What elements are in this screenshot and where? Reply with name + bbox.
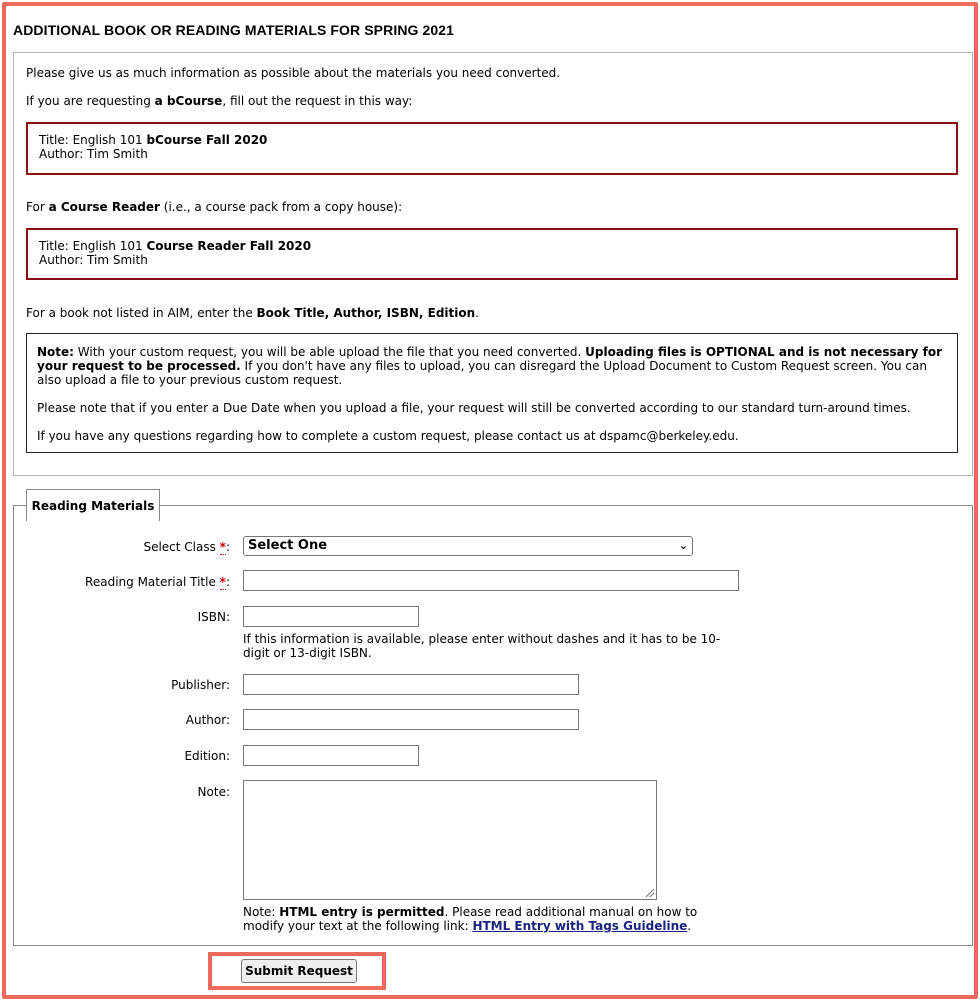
fieldset-legend: Reading Materials: [26, 489, 160, 521]
title-input[interactable]: [243, 570, 739, 591]
reader-example-author: Author: Tim Smith: [39, 253, 148, 267]
bcourse-example-title: Title: English 101 bCourse Fall 2020: [39, 133, 268, 147]
note-box: [26, 333, 958, 453]
select-class-dropdown[interactable]: Select One ⌄: [243, 536, 693, 556]
publisher-input[interactable]: [243, 674, 579, 695]
html-entry-note: Note: HTML entry is permitted. Please read additional manual on how to modify your text at the following link: HTML Entry with Tags Guideline.: [243, 905, 698, 933]
edition-input[interactable]: [243, 745, 419, 766]
edition-label: Edition:: [184, 749, 230, 763]
title-label: Reading Material Title *:: [85, 575, 230, 589]
html-guideline-link[interactable]: HTML Entry with Tags Guideline: [472, 919, 688, 933]
reader-example-box: [26, 228, 958, 280]
page-title: ADDITIONAL BOOK OR READING MATERIALS FOR SPRING 2021: [13, 22, 455, 38]
select-class-label: Select Class *:: [143, 540, 230, 554]
submit-request-button[interactable]: Submit Request: [241, 959, 357, 983]
bcourse-example-box: [26, 122, 958, 175]
isbn-help-text: If this information is available, please enter without dashes and it has to be 10-digit or 13-digit ISBN.: [243, 632, 721, 660]
note-paragraph-2: Please note that if you enter a Due Date when you upload a file, your request will still be converted according to our standard turn-around times.: [37, 401, 911, 415]
intro-line-3: For a Course Reader (i.e., a course pack from a copy house):: [26, 200, 403, 214]
isbn-label: ISBN:: [197, 610, 230, 624]
author-input[interactable]: [243, 709, 579, 730]
intro-line-2: If you are requesting a bCourse, fill out the request in this way:: [26, 94, 413, 108]
intro-line-4: For a book not listed in AIM, enter the Book Title, Author, ISBN, Edition.: [26, 306, 479, 320]
note-textarea[interactable]: [243, 780, 657, 900]
author-label: Author:: [185, 713, 230, 727]
chevron-down-icon: ⌄: [678, 539, 688, 552]
resize-grip-icon[interactable]: [646, 889, 654, 897]
intro-line-1: Please give us as much information as possible about the materials you need converted.: [26, 66, 561, 80]
bcourse-example-author: Author: Tim Smith: [39, 147, 148, 161]
note-paragraph-3: If you have any questions regarding how to complete a custom request, please contact us at dspamc@berkeley.edu.: [37, 429, 739, 443]
publisher-label: Publisher:: [171, 678, 230, 692]
reader-example-title: Title: English 101 Course Reader Fall 2020: [39, 239, 312, 253]
note-paragraph-1: Note: With your custom request, you will be able upload the file that you need converted. Uploading files is OPTIONAL and is not necessary for your request to be processed. If you don't have any files to upload, you can disregard the Upload Document to Custom Request screen. You can also upload a file to your previous custom request.: [37, 345, 943, 387]
note-label: Note:: [197, 785, 230, 799]
isbn-input[interactable]: [243, 606, 419, 627]
